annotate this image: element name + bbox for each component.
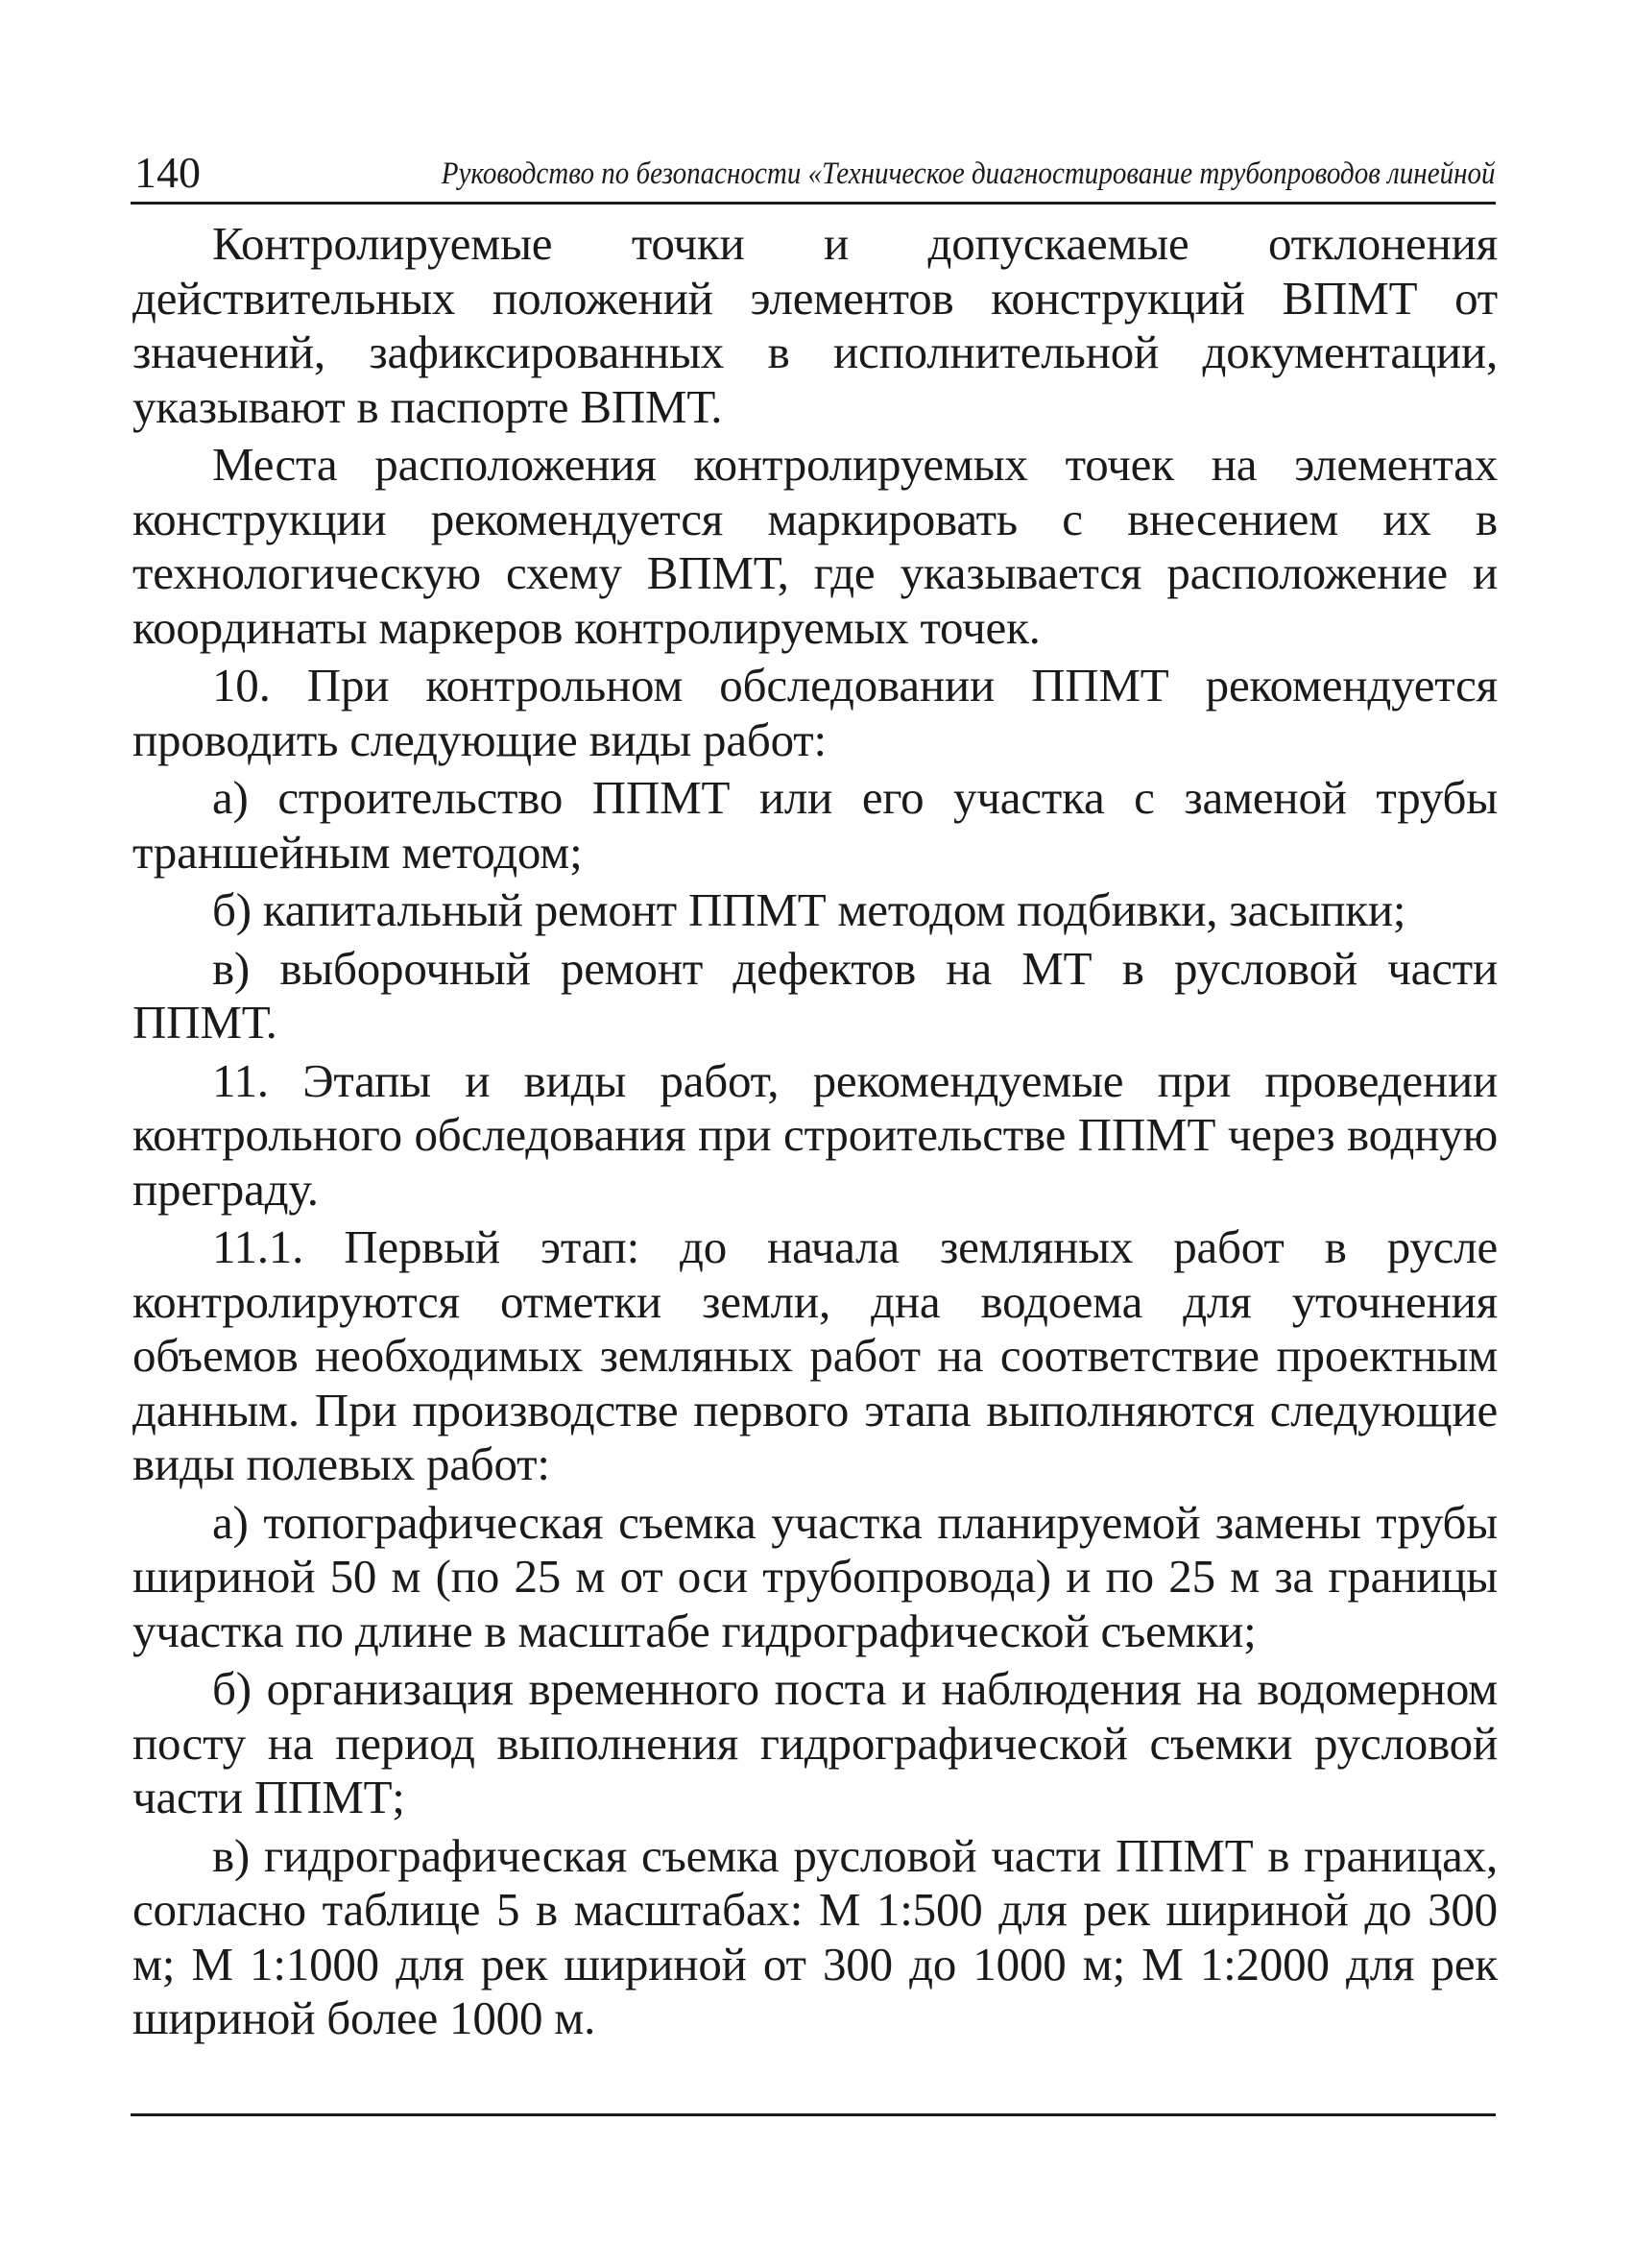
paragraph: Места расположения контролируемых точек на элементах конструкции рекомендуется маркировать с внесением их в технологическую схему ВПМТ, где указывается расположение и координаты маркеров контролируемых точек. — [132, 438, 1498, 654]
list-item: в) гидрографическая съемка русловой части ППМТ в границах, согласно таблице 5 в масштабах: М 1:500 для рек шириной до 300 м; М 1:1000 для рек шириной от 300 до 1000 м; М 1:2000 для рек шириной более 1000 м. — [132, 1828, 1498, 2044]
footer-divider — [131, 2113, 1496, 2116]
running-title: Руководство по безопасности «Техническое диагностирование трубопроводов линейной — [442, 157, 1496, 191]
paragraph: 11.1. Первый этап: до начала земляных работ в русле контролируются отметки земли, дна водоема для уточнения объемов необходимых земляных работ на соответствие проектным данным. При производстве первого этапа выполняются следующие виды полевых работ: — [132, 1220, 1498, 1490]
list-item: а) топографическая съемка участка планируемой замены трубы шириной 50 м (по 25 м от оси трубопровода) и по 25 м за границы участка по длине в масштабе гидрографической съемки; — [132, 1495, 1498, 1657]
paragraph: 11. Этапы и виды работ, рекомендуемые при проведении контрольного обследования при строительстве ППМТ через водную преграду. — [132, 1053, 1498, 1216]
page-number: 140 — [134, 148, 201, 197]
page-header — [131, 144, 1496, 205]
list-item: б) организация временного поста и наблюдения на водомерном посту на период выполнения гидрографической съемки русловой части ППМТ; — [132, 1662, 1498, 1823]
list-item: а) строительство ППМТ или его участка с заменой трубы траншейным методом; — [132, 771, 1498, 879]
list-item: в) выборочный ремонт дефектов на МТ в русловой части ППМТ. — [132, 941, 1498, 1049]
body-text — [132, 217, 1498, 2046]
paragraph: 10. При контрольном обследовании ППМТ рекомендуется проводить следующие виды работ: — [132, 659, 1498, 766]
paragraph: Контролируемые точки и допускаемые отклонения действительных положений элементов конструкций ВПМТ от значений, зафиксированных в исполнительной документации, указывают в паспорте ВПМТ. — [132, 217, 1498, 433]
list-item: б) капитальный ремонт ППМТ методом подбивки, засыпки; — [212, 883, 1406, 936]
